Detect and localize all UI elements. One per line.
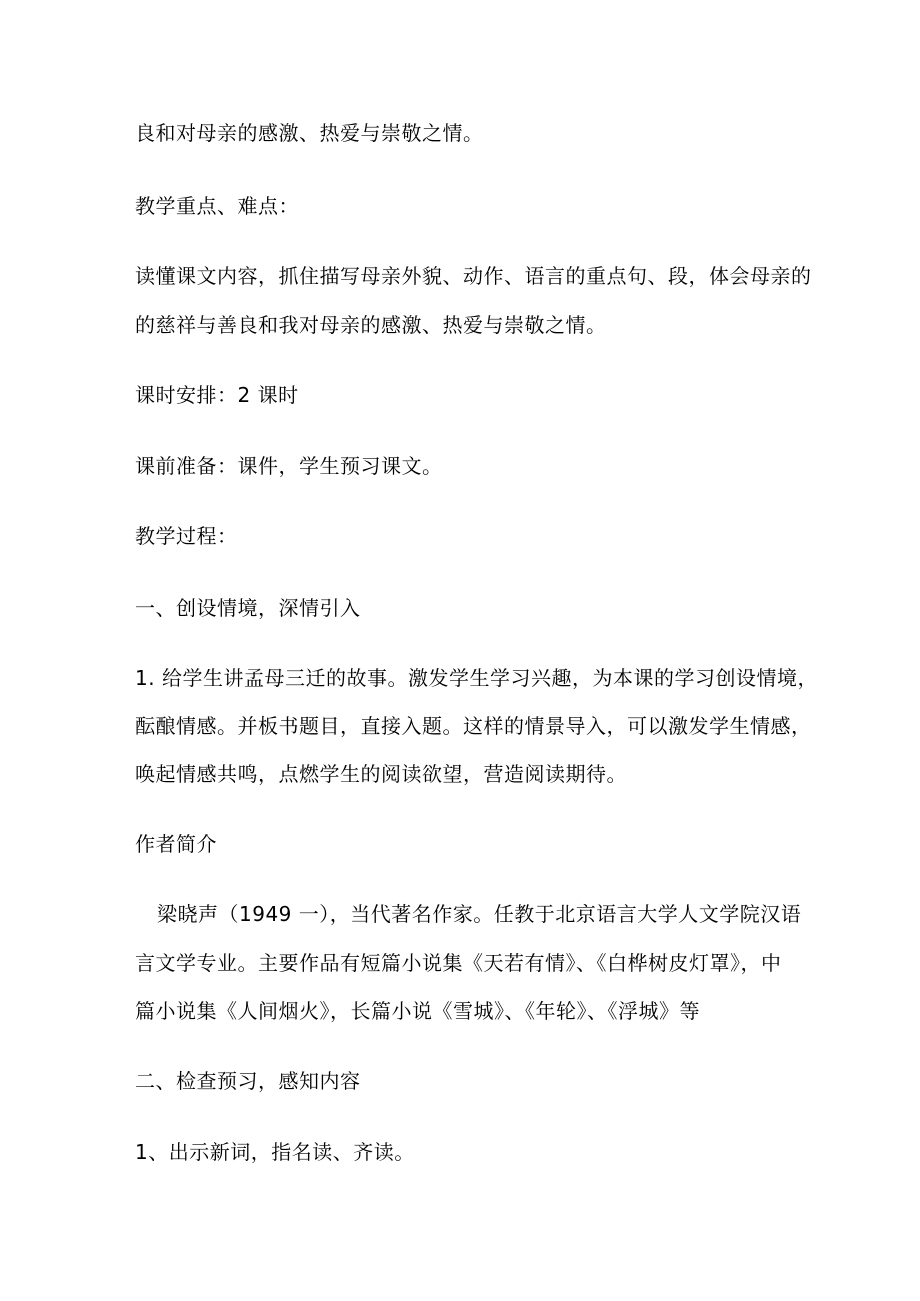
section-heading-one: 一、创设情境，深情引入	[135, 596, 361, 620]
section-heading-process: 教学过程：	[135, 524, 238, 548]
paragraph-line: 良和对母亲的感激、热爱与崇敬之情。	[135, 121, 484, 145]
section-heading-author: 作者简介	[135, 832, 217, 856]
paragraph-line: 酝酿情感。并板书题目，直接入题。这样的情景导入，可以激发学生情感，	[135, 714, 812, 738]
paragraph-line: 篇小说集《人间烟火》，长篇小说《雪城》、《年轮》、《浮城》等	[135, 999, 700, 1023]
section-heading-two: 二、检查预习，感知内容	[135, 1069, 361, 1093]
paragraph-line: 的慈祥与善良和我对母亲的感激、热爱与崇敬之情。	[135, 313, 607, 337]
section-heading-key-points: 教学重点、难点：	[135, 194, 299, 218]
paragraph-line: 读懂课文内容，抓住描写母亲外貌、动作、语言的重点句、段，体会母亲的	[135, 264, 812, 288]
paragraph-line: 唤起情感共鸣，点燃学生的阅读欲望，营造阅读期待。	[135, 762, 627, 786]
paragraph-line: 1、出示新词，指名读、齐读。	[135, 1140, 415, 1164]
paragraph-line: 梁晓声（1949 一），当代著名作家。任教于北京语言大学人文学院汉语	[157, 902, 802, 926]
schedule-line: 课时安排：2 课时	[135, 383, 299, 407]
paragraph-line: 言文学专业。主要作品有短篇小说集《天若有情》、《白桦树皮灯罩》，中	[135, 951, 782, 975]
preparation-line: 课前准备：课件，学生预习课文。	[135, 454, 443, 478]
paragraph-line: 1. 给学生讲孟母三迁的故事。激发学生学习兴趣，为本课的学习创设情境，	[135, 666, 818, 690]
